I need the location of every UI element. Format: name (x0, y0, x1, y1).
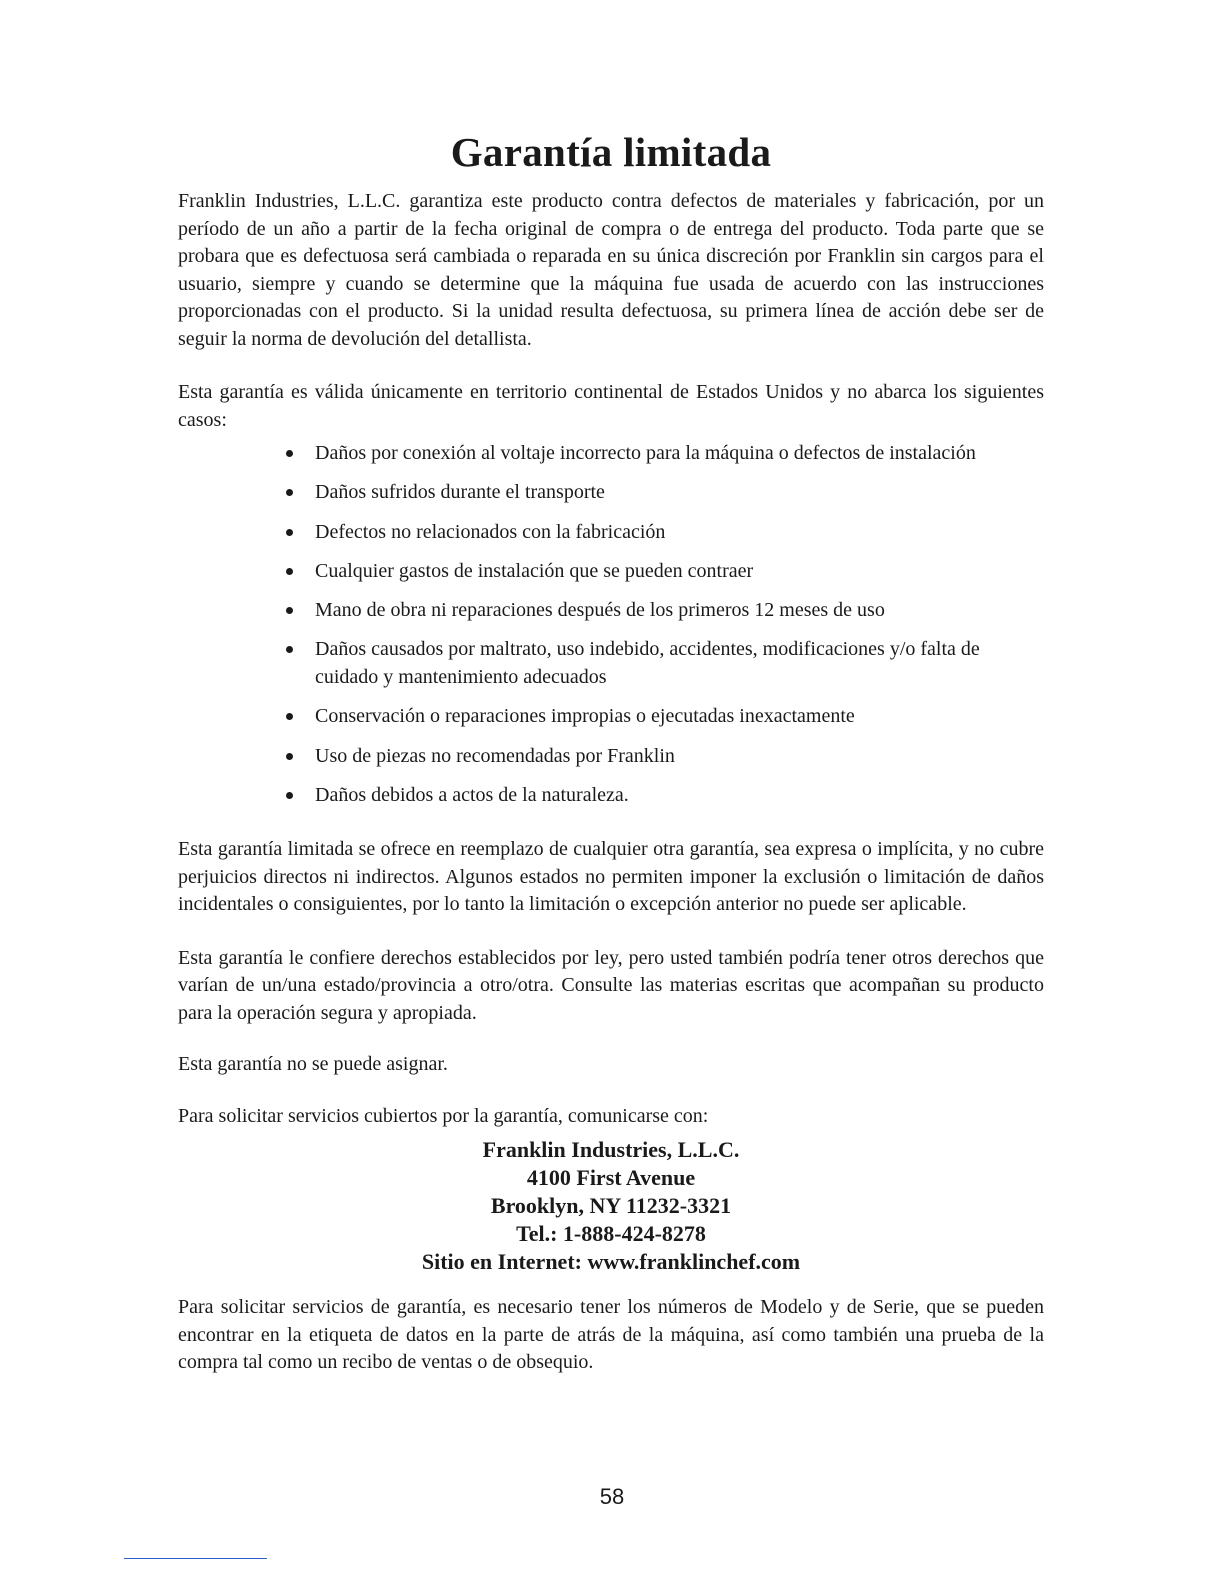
exclusion-text: Daños sufridos durante el transporte (315, 481, 605, 504)
bullet-icon (286, 792, 293, 799)
list-item (286, 519, 1044, 547)
footer-rule (124, 1558, 267, 1559)
list-item (286, 479, 1044, 507)
scope-paragraph: Esta garantía es válida únicamente en territorio continental de Estados Unidos y no abarca los siguientes casos: (178, 381, 1044, 431)
list-item (286, 703, 1044, 731)
exclusion-text: Daños causados por maltrato, uso indebido, accidentes, modificaciones y/o falta de cuidado y mantenimiento adecuados (315, 638, 980, 688)
exclusion-text: Daños debidos a actos de la naturaleza. (315, 783, 629, 806)
exclusion-text: Uso de piezas no recomendadas por Franklin (315, 744, 675, 767)
bullet-icon (286, 568, 293, 575)
street-address: 4100 First Avenue (526, 1165, 696, 1191)
page-number: 58 (599, 1484, 625, 1509)
bullet-icon (286, 753, 293, 760)
phone-number: Tel.: 1-888-424-8278 (516, 1221, 706, 1247)
exclusion-text: Defectos no relacionados con la fabricación (315, 520, 666, 543)
bullet-icon (286, 713, 293, 720)
exclusions-list (178, 440, 1044, 809)
contact-intro-paragraph: Para solicitar servicios cubiertos por la garantía, comunicarse con: (178, 1104, 709, 1127)
warranty-page (178, 124, 1044, 1377)
assign-paragraph: Esta garantía no se puede asignar. (178, 1053, 448, 1076)
bullet-icon (286, 450, 293, 457)
list-item (286, 597, 1044, 625)
replacement-paragraph: Esta garantía limitada se ofrece en reemplazo de cualquier otra garantía, sea expresa o implícita, y no cubre perjuicios directos ni indirectos. Algunos estados no permiten imponer la exclusión o limitación de daños incidentales o consiguientes, por lo tanto la limitación o excepción anterior no puede ser aplicable. (178, 838, 1044, 916)
company-name: Franklin Industries, L.L.C. (482, 1137, 740, 1163)
list-item (286, 636, 1044, 691)
intro-paragraph: Franklin Industries, L.L.C. garantiza este producto contra defectos de materiales y fabricación, por un período de un año a partir de la fecha original de compra o de entrega del producto. Toda parte que se probara que es defectuosa será cambiada o reparada en su única discreción por Franklin sin cargos para el usuario, siempre y cuando se determine que la máquina fue usada de acuerdo con las instrucciones proporcionadas con el producto. Si la unidad resulta defectuosa, su primera línea de acción debe ser de seguir la norma de devolución del detallista. (178, 190, 1044, 350)
list-item (286, 782, 1044, 810)
exclusion-text: Conservación o reparaciones impropias o ejecutadas inexactamente (315, 705, 855, 728)
city-address: Brooklyn, NY 11232-3321 (490, 1193, 732, 1219)
list-item (286, 440, 1044, 468)
exclusion-text: Daños por conexión al voltaje incorrecto para la máquina o defectos de instalación (315, 442, 976, 464)
bullet-icon (286, 607, 293, 614)
website-line: Sitio en Internet: www.franklinchef.com (421, 1249, 801, 1275)
page-title: Garantía limitada (450, 129, 772, 175)
rights-paragraph: Esta garantía le confiere derechos establecidos por ley, pero usted también podría tener otros derechos que varían de un/una estado/provincia a otro/otra. Consulte las materias escritas que acompañan su producto para la operación segura y apropiada. (178, 946, 1044, 1024)
bullet-icon (286, 489, 293, 496)
list-item (286, 558, 1044, 586)
contact-block (178, 1136, 1044, 1276)
list-item (286, 743, 1044, 771)
exclusion-text: Cualquier gastos de instalación que se pueden contraer (315, 559, 754, 582)
exclusion-text: Mano de obra ni reparaciones después de los primeros 12 meses de uso (315, 599, 885, 622)
bullet-icon (286, 646, 293, 653)
closing-paragraph: Para solicitar servicios de garantía, es necesario tener los números de Modelo y de Serie, que se pueden encontrar en la etiqueta de datos en la parte de atrás de la máquina, así como también una prueba de la compra tal como un recibo de ventas o de obsequio. (178, 1296, 1044, 1374)
bullet-icon (286, 529, 293, 536)
